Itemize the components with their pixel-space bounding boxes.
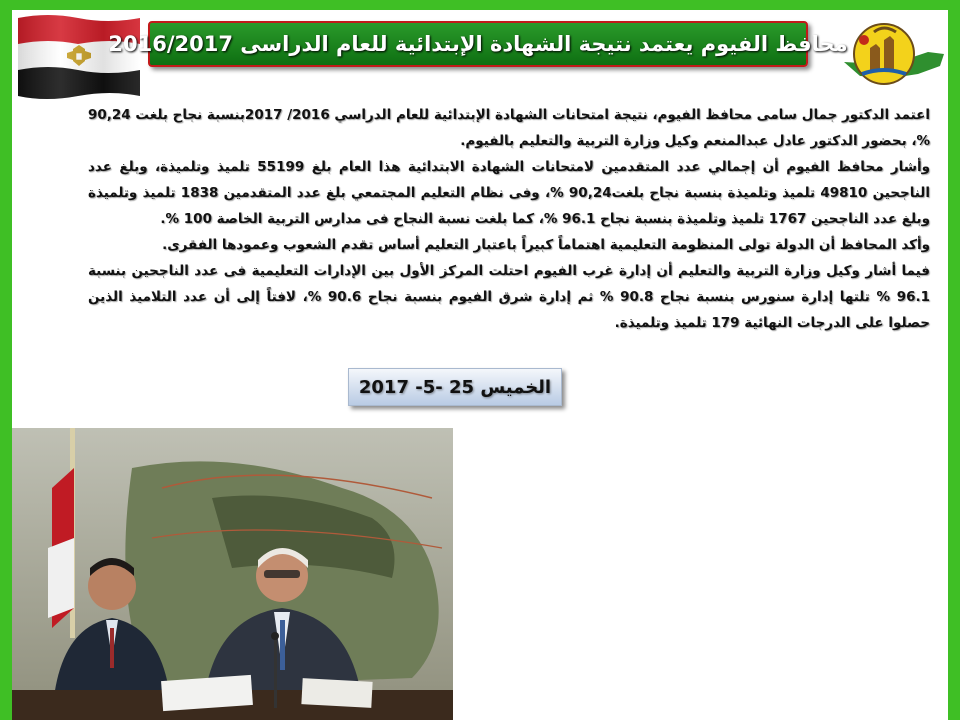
article-paragraph: وأكد المحافظ أن الدولة تولى المنظومة التعليمية اهتماماً كبيراً باعتبار التعليم أساس تقدم الشعوب وعمودها الفقرى. — [162, 237, 930, 253]
article-paragraph: اعتمد الدكتور جمال سامى محافظ الفيوم، نتيجة امتحانات الشهادة الإبتدائية للعام الدراسي 2016/ 2017بنسبة نجاح بلغت 90,24 %، بحضور الدكتور عادل عبدالمنعم وكيل وزارة التربية والتعليم بالفيوم. — [88, 107, 931, 149]
article-paragraph: فيما أشار وكيل وزارة التربية والتعليم أن إدارة غرب الفيوم احتلت المركز الأول بين الإدارات التعليمية فى عدد الناجحين بنسبة 96.1 % تلتها إدارة سنورس بنسبة نجاح 90.8 % ثم إدارة شرق الفيوم بنسبة نجاح 90.6 %، لافتاً إلى أن عدد التلاميذ الذين حصلوا على الدرجات النهائية 179 تلميذ وتلميذة. — [88, 263, 930, 331]
article-body — [88, 102, 930, 336]
fayoum-governorate-logo-icon — [840, 18, 948, 98]
article-paragraph: وأشار محافظ الفيوم أن إجمالي عدد المتقدمين لامتحانات الشهادة الابتدائية هذا العام بلغ 55199 تلميذ وتلميذة، وبلغ عدد الناجحين 49810 تلميذ وتلميذة بنسبة نجاح بلغت90,24 %، وفى نظام التعليم المجتمعي بلغ عدد المتقدمين 1838 تلميذ وتلميذة وبلغ عدد الناجحين 1767 تلميذ وتلميذة بنسبة نجاح 96.1 %، كما بلغت نسبة النجاح فى مدارس التربية الخاصة 100 %. — [88, 159, 930, 227]
article-date: الخميس 25 -5- 2017 — [358, 376, 552, 398]
egypt-flag-icon — [16, 12, 142, 100]
officials-signing-photo — [12, 428, 453, 720]
title-banner — [108, 21, 848, 67]
page-title: محافظ الفيوم يعتمد نتيجة الشهادة الإبتدائية للعام الدراسى 2016/2017 — [108, 32, 848, 56]
content-panel — [12, 10, 948, 720]
date-box — [348, 368, 562, 406]
